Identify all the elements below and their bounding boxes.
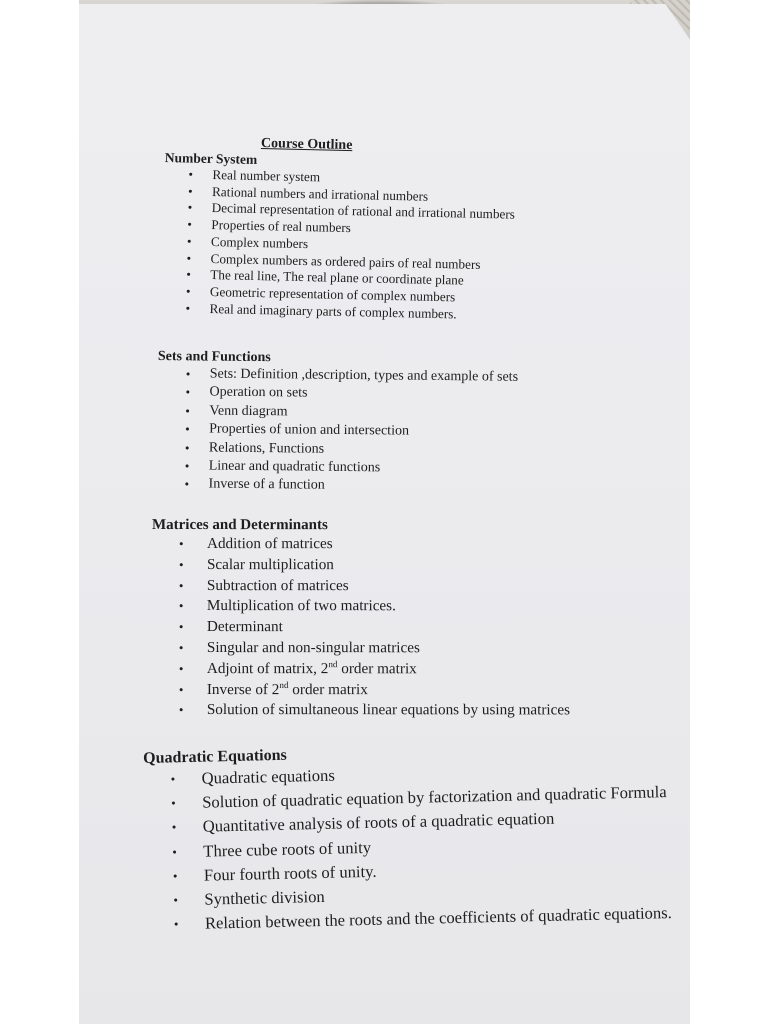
- list-item-text: Subtraction of matrices: [206, 576, 349, 594]
- topic-list: [161, 166, 515, 324]
- list-item-text: Inverse of a function: [208, 476, 325, 494]
- bullet-icon: •: [186, 250, 192, 266]
- bullet-icon: •: [172, 843, 178, 859]
- left-margin: [0, 0, 79, 1024]
- topic-list: [152, 534, 570, 722]
- bullet-icon: •: [178, 556, 184, 572]
- bullet-icon: •: [173, 892, 179, 908]
- list-item-text: Four fourth roots of unity.: [203, 861, 377, 885]
- list-item-text: Addition of matrices: [206, 535, 333, 553]
- section-heading: Sets and Functions: [157, 349, 271, 366]
- section-heading: Matrices and Determinants: [151, 517, 328, 534]
- bullet-icon: •: [178, 660, 184, 676]
- list-item-text: Quadratic equations: [201, 765, 336, 788]
- page-title: Course Outline: [260, 136, 353, 154]
- right-margin: [690, 0, 768, 1024]
- list-item-text: Venn diagram: [209, 403, 288, 420]
- list-item-text: Quantitative analysis of roots of a quadratic equation: [202, 809, 555, 837]
- list-item-text: Complex numbers: [210, 233, 309, 251]
- section-sets-and-functions: [156, 349, 518, 498]
- bullet-icon: •: [185, 283, 191, 299]
- bullet-icon: •: [171, 819, 177, 835]
- bullet-icon: •: [185, 366, 191, 382]
- list-item: [178, 534, 570, 555]
- bullet-icon: •: [170, 771, 176, 787]
- bullet-icon: •: [187, 183, 193, 199]
- bullet-icon: •: [184, 439, 190, 455]
- bullet-icon: •: [185, 403, 190, 419]
- list-item-text: Three cube roots of unity: [203, 837, 372, 861]
- list-item-text: The real line, The real plane or coordinate plane: [210, 267, 464, 288]
- list-item-text: Determinant: [206, 618, 283, 636]
- section-quadratic-equations: [143, 738, 675, 937]
- bullet-icon: •: [188, 166, 194, 182]
- list-item-text: Properties of union and intersection: [209, 421, 410, 439]
- list-item-text: Scalar multiplication: [206, 555, 334, 573]
- list-item: [178, 596, 570, 617]
- list-item: [178, 658, 570, 680]
- bullet-icon: •: [186, 233, 192, 249]
- list-item-text: Linear and quadratic functions: [208, 458, 381, 476]
- topic-list: [143, 756, 675, 937]
- bullet-icon: •: [184, 476, 190, 492]
- list-item-text: Singular and non-singular matrices: [206, 639, 420, 657]
- bullet-icon: •: [178, 619, 184, 635]
- list-item-text: Sets: Definition ,description, types and example of sets: [209, 366, 519, 385]
- list-item-text: Adjoint of matrix, 2nd order matrix: [206, 658, 417, 678]
- list-item-text: Inverse of 2nd order matrix: [206, 679, 368, 698]
- list-item-text: Solution of simultaneous linear equations by using matrices: [206, 701, 571, 719]
- bullet-icon: •: [178, 640, 184, 656]
- bullet-icon: •: [178, 577, 184, 593]
- bullet-icon: •: [185, 300, 191, 316]
- list-item-text: Decimal representation of rational and irrational numbers: [211, 200, 516, 223]
- list-item-text: Synthetic division: [204, 886, 325, 909]
- bullet-icon: •: [186, 266, 192, 282]
- list-item-text: Operation on sets: [209, 384, 308, 401]
- bullet-icon: •: [187, 199, 193, 216]
- bullet-icon: •: [185, 421, 190, 437]
- list-item: [178, 555, 570, 576]
- list-item-text: Geometric representation of complex numbers: [209, 283, 456, 305]
- bullet-icon: •: [171, 795, 176, 811]
- bullet-icon: •: [185, 384, 191, 400]
- list-item-text: Relations, Functions: [208, 440, 325, 457]
- bullet-icon: •: [178, 681, 184, 697]
- bullet-icon: •: [178, 536, 184, 552]
- list-item-text: Solution of quadratic equation by factorization and quadratic Formula: [201, 782, 667, 812]
- bullet-icon: •: [178, 598, 184, 614]
- list-item-text: Real number system: [212, 167, 321, 185]
- list-item: [178, 576, 570, 597]
- bullet-icon: •: [172, 868, 178, 884]
- list-item-text: Relation between the roots and the coefficients of quadratic equations.: [204, 903, 672, 933]
- list-item: [178, 700, 571, 721]
- list-item-text: Multiplication of two matrices.: [206, 597, 396, 615]
- bullet-icon: •: [173, 916, 179, 932]
- section-number-system: [161, 150, 516, 324]
- list-item-text: Real and imaginary parts of complex numbers.: [209, 300, 457, 322]
- bullet-icon: •: [178, 702, 184, 718]
- bullet-icon: •: [187, 216, 193, 232]
- list-item-text: Rational numbers and irrational numbers: [211, 183, 429, 204]
- list-item: [178, 679, 570, 701]
- section-heading: Number System: [164, 150, 258, 168]
- list-item-text: Complex numbers as ordered pairs of real numbers: [210, 250, 481, 272]
- list-item: [178, 617, 570, 638]
- list-item: [178, 638, 570, 659]
- section-heading: Quadratic Equations: [143, 746, 287, 767]
- topic-list: [156, 365, 518, 498]
- list-item-text: Properties of real numbers: [211, 217, 352, 236]
- section-matrices-and-determinants: [152, 517, 570, 722]
- bullet-icon: •: [184, 458, 190, 474]
- list-item: [184, 476, 517, 498]
- document-content: [79, 0, 690, 1024]
